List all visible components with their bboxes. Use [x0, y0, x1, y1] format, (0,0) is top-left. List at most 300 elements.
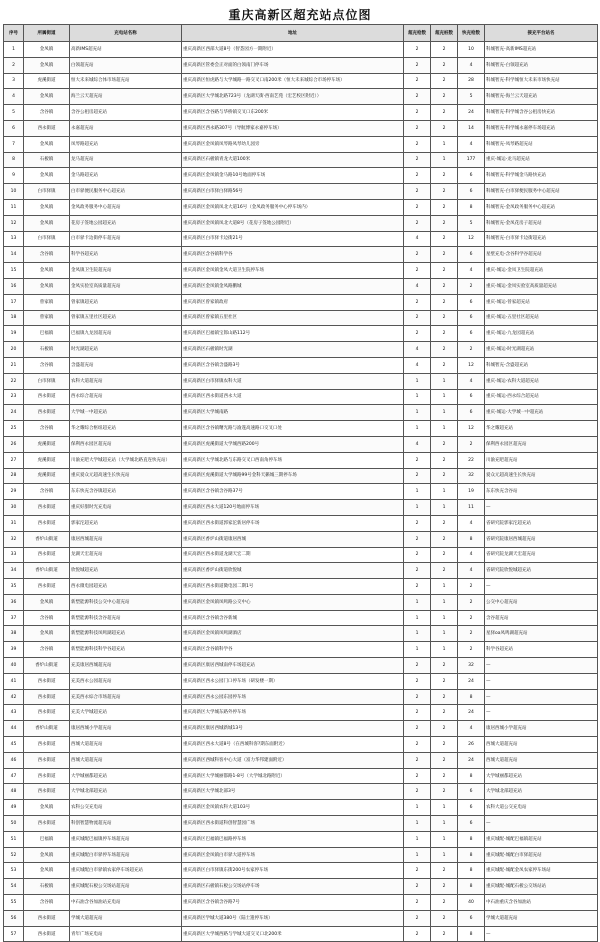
cell-street: 金凤镇 [24, 215, 70, 231]
cell-station-name: 恒大未来城综合体市场超充站 [70, 73, 182, 89]
cell-fast-gun-count: 177 [458, 152, 485, 168]
cell-platform-name: — [485, 658, 598, 674]
cell-address: 重庆高新区曾家镇五里社区 [182, 310, 404, 326]
cell-fast-gun-count: 8 [458, 879, 485, 895]
cell-super-gun-count: 2 [404, 579, 431, 595]
cell-address: 重庆高新区学城大道380号（陆士遗停车场） [182, 910, 404, 926]
cell-street: 西永街道 [24, 673, 70, 689]
cell-street: 石板镇 [24, 879, 70, 895]
cell-platform-name: 重庆-城运-农科大道超充站 [485, 373, 598, 389]
cell-super-pile-count: 2 [431, 184, 458, 200]
cell-super-pile-count: 2 [431, 215, 458, 231]
cell-fast-gun-count: 8 [458, 199, 485, 215]
table-row [4, 73, 598, 89]
cell-station-name: 龙马超充站 [70, 152, 182, 168]
cell-super-gun-count: 2 [404, 658, 431, 674]
cell-street: 金凤镇 [24, 847, 70, 863]
cell-super-pile-count: 1 [431, 626, 458, 642]
cell-super-gun-count: 2 [404, 168, 431, 184]
cell-index: 47 [4, 768, 24, 784]
cell-street: 含谷镇 [24, 895, 70, 911]
cell-platform-name: 星壁充电-含谷科学谷超充站 [485, 247, 598, 263]
cell-super-gun-count: 1 [404, 484, 431, 500]
cell-super-pile-count: 2 [431, 563, 458, 579]
cell-street: 西永街道 [24, 405, 70, 421]
cell-platform-name: 中石油重庆含谷加油站 [485, 895, 598, 911]
cell-platform-name: 西城大道超充站 [485, 752, 598, 768]
cell-fast-gun-count: 8 [458, 531, 485, 547]
cell-super-pile-count: 2 [431, 910, 458, 926]
cell-fast-gun-count: 2 [458, 579, 485, 595]
cell-index: 57 [4, 926, 24, 942]
cell-station-name: 郭家沱超充站 [70, 515, 182, 531]
header-fast-gun-count: 快充枪数 [458, 25, 485, 42]
cell-street: 西永街道 [24, 689, 70, 705]
cell-super-pile-count: 1 [431, 484, 458, 500]
cell-platform-name: 科城智充-科学城含谷公租房快充站 [485, 105, 598, 121]
cell-super-gun-count: 1 [404, 405, 431, 421]
cell-street: 西永街道 [24, 737, 70, 753]
cell-station-name: 大学城丽都超充站 [70, 768, 182, 784]
table-row [4, 231, 598, 247]
table-row [4, 895, 598, 911]
cell-super-pile-count: 2 [431, 168, 458, 184]
cell-platform-name: 学城大道超充站 [485, 910, 598, 926]
header-address: 地址 [182, 25, 404, 42]
cell-platform-name: 公交中心超充站 [485, 594, 598, 610]
cell-address: 重庆高新区白市驿镇东街200号农家停车场 [182, 863, 404, 879]
cell-platform-name: 省研究院欣悦城超充站 [485, 563, 598, 579]
cell-super-gun-count: 2 [404, 926, 431, 942]
table-row [4, 389, 598, 405]
cell-address: 重庆高新区金凤镇金马路10号地面停车场 [182, 168, 404, 184]
cell-super-pile-count: 1 [431, 136, 458, 152]
table-row [4, 247, 598, 263]
cell-super-gun-count: 1 [404, 847, 431, 863]
cell-address: 重庆高新区西永街道郭家沱新居停车场 [182, 515, 404, 531]
cell-platform-name: 重庆-城运-龙马超充站 [485, 152, 598, 168]
cell-super-gun-count: 1 [404, 831, 431, 847]
table-row [4, 831, 598, 847]
cell-fast-gun-count: 8 [458, 831, 485, 847]
cell-index: 40 [4, 658, 24, 674]
cell-street: 含谷镇 [24, 247, 70, 263]
cell-street: 西永街道 [24, 926, 70, 942]
cell-super-pile-count: 2 [431, 452, 458, 468]
cell-address: 重庆高新区虎溪街道大学城路99号金科天籁城三期停车场 [182, 468, 404, 484]
cell-index: 34 [4, 563, 24, 579]
cell-platform-name: 科城智充-高新IMS超充站 [485, 42, 598, 58]
cell-super-pile-count: 2 [431, 247, 458, 263]
cell-station-name: 新塑能源科技凤鸣湖超充站 [70, 626, 182, 642]
cell-platform-name: 大学城北部超充站 [485, 784, 598, 800]
cell-station-name: 重庆好甜时光充电站 [70, 500, 182, 516]
cell-index: 2 [4, 57, 24, 73]
header-index: 序号 [4, 25, 24, 42]
cell-address: 重庆高新区含谷镇含谷新城 [182, 610, 404, 626]
cell-address: 重庆高新区康居西城新城13号 [182, 721, 404, 737]
cell-super-pile-count: 2 [431, 547, 458, 563]
cell-fast-gun-count: 2 [458, 342, 485, 358]
cell-address: 重庆高新区恒虎路与大学城路一路交叉口南200米（恒大未来城综合市场停车场） [182, 73, 404, 89]
cell-station-name: 充美西永綜合市场超充站 [70, 689, 182, 705]
cell-fast-gun-count: 4 [458, 373, 485, 389]
cell-index: 37 [4, 610, 24, 626]
cell-super-gun-count: 2 [404, 563, 431, 579]
cell-fast-gun-count: 6 [458, 310, 485, 326]
cell-platform-name: 保利西永园区超充站 [485, 436, 598, 452]
cell-super-pile-count: 1 [431, 816, 458, 832]
cell-super-pile-count: 2 [431, 89, 458, 105]
cell-super-pile-count: 2 [431, 752, 458, 768]
cell-index: 25 [4, 421, 24, 437]
header-station-name: 充电站名称 [70, 25, 182, 42]
table-row [4, 468, 598, 484]
cell-fast-gun-count: 14 [458, 120, 485, 136]
cell-fast-gun-count: 4 [458, 136, 485, 152]
table-row [4, 326, 598, 342]
cell-super-gun-count: 1 [404, 500, 431, 516]
cell-street: 虎溪街道 [24, 436, 70, 452]
cell-station-name: 西城大道超充站 [70, 752, 182, 768]
cell-address: 重庆高新区含谷镇科学谷 [182, 247, 404, 263]
cell-address: 重庆高新区西城科客中心大道（富力华邦建面附近） [182, 752, 404, 768]
cell-address: 重庆高新区白市驿白驿路56号 [182, 184, 404, 200]
cell-station-name: 欣悦城超充站 [70, 563, 182, 579]
cell-street: 金凤镇 [24, 136, 70, 152]
cell-platform-name: 科城智充-白领超充站 [485, 57, 598, 73]
table-row [4, 531, 598, 547]
cell-index: 32 [4, 531, 24, 547]
cell-index: 43 [4, 705, 24, 721]
cell-address: 重庆高新区金凤镇凤琴路凤琴幼儿园旁 [182, 136, 404, 152]
cell-super-pile-count: 1 [431, 642, 458, 658]
cell-super-pile-count: 2 [431, 310, 458, 326]
cell-address: 重庆高新区金凤镇白市驿大道停车场 [182, 847, 404, 863]
cell-address: 重庆高新区含谷镇含盛路3号 [182, 357, 404, 373]
table-row [4, 816, 598, 832]
table-row [4, 705, 598, 721]
cell-platform-name: 含谷超充站 [485, 610, 598, 626]
cell-platform-name: 科城智充-科学城永嘉停车场超充站 [485, 120, 598, 136]
cell-station-name: 农科公交充电站 [70, 800, 182, 816]
cell-super-pile-count: 1 [431, 610, 458, 626]
cell-street: 西永街道 [24, 705, 70, 721]
cell-index: 17 [4, 294, 24, 310]
cell-super-gun-count: 1 [404, 594, 431, 610]
cell-fast-gun-count: 4 [458, 563, 485, 579]
cell-street: 白市驿镇 [24, 231, 70, 247]
cell-index: 4 [4, 89, 24, 105]
cell-super-gun-count: 1 [404, 626, 431, 642]
cell-platform-name: 科城智充-含盛超充站 [485, 357, 598, 373]
cell-super-gun-count: 2 [404, 215, 431, 231]
cell-station-name: 含谷公租房超充站 [70, 105, 182, 121]
cell-address: 重庆高新区石板镇石板公交场站停车场 [182, 879, 404, 895]
cell-street: 金凤镇 [24, 199, 70, 215]
cell-index: 3 [4, 73, 24, 89]
cell-fast-gun-count: 2 [458, 642, 485, 658]
cell-super-gun-count: 2 [404, 326, 431, 342]
table-row [4, 768, 598, 784]
cell-fast-gun-count: 5 [458, 89, 485, 105]
cell-fast-gun-count: 6 [458, 184, 485, 200]
cell-index: 48 [4, 784, 24, 800]
table-row [4, 910, 598, 926]
charging-station-table [3, 24, 598, 942]
cell-fast-gun-count: 5 [458, 215, 485, 231]
cell-super-pile-count: 2 [431, 737, 458, 753]
cell-super-gun-count: 2 [404, 120, 431, 136]
cell-platform-name: — [485, 926, 598, 942]
cell-street: 西永街道 [24, 500, 70, 516]
cell-super-gun-count: 2 [404, 199, 431, 215]
cell-address: 重庆高新区香炉山街道欣悦城 [182, 563, 404, 579]
cell-station-name: 康居西城小学超充站 [70, 721, 182, 737]
cell-index: 28 [4, 468, 24, 484]
cell-fast-gun-count: 6 [458, 326, 485, 342]
cell-super-gun-count: 1 [404, 610, 431, 626]
cell-super-pile-count: 2 [431, 42, 458, 58]
cell-super-gun-count: 4 [404, 436, 431, 452]
cell-super-gun-count: 2 [404, 673, 431, 689]
cell-street: 西永街道 [24, 120, 70, 136]
cell-street: 金凤镇 [24, 800, 70, 816]
cell-platform-name: 爱众元超高速生长快充站 [485, 468, 598, 484]
cell-super-pile-count: 1 [431, 389, 458, 405]
cell-station-name: 川渝充吧大学城超充站（大学城北路直连快充站） [70, 452, 182, 468]
cell-super-gun-count: 2 [404, 768, 431, 784]
cell-fast-gun-count: 10 [458, 42, 485, 58]
cell-station-name: 农科大道超充站 [70, 373, 182, 389]
cell-super-gun-count: 2 [404, 294, 431, 310]
table-row [4, 721, 598, 737]
table-row [4, 436, 598, 452]
table-row [4, 547, 598, 563]
cell-platform-name: — [485, 579, 598, 595]
table-row [4, 784, 598, 800]
cell-platform-name: 科城智充-白市驿卡边街超充站 [485, 231, 598, 247]
cell-street: 石板镇 [24, 342, 70, 358]
cell-index: 26 [4, 436, 24, 452]
cell-index: 11 [4, 199, 24, 215]
cell-super-pile-count: 1 [431, 500, 458, 516]
cell-super-pile-count: 2 [431, 342, 458, 358]
cell-super-pile-count: 2 [431, 199, 458, 215]
cell-street: 西永街道 [24, 752, 70, 768]
table-row [4, 421, 598, 437]
cell-platform-name: 重庆-城运-金凤卫生院超充站 [485, 263, 598, 279]
cell-street: 白市驿镇 [24, 184, 70, 200]
table-row [4, 294, 598, 310]
cell-street: 曾家镇 [24, 310, 70, 326]
table-row [4, 105, 598, 121]
cell-address: 重庆高新区西永街道龙湖天宏二期 [182, 547, 404, 563]
cell-fast-gun-count: 24 [458, 105, 485, 121]
cell-platform-name: 科城智充-科学城恒大未来市场快充站 [485, 73, 598, 89]
cell-station-name: 凤琴路超充站 [70, 136, 182, 152]
cell-fast-gun-count: 2 [458, 278, 485, 294]
cell-station-name: 新塑能源科技含谷超充站 [70, 610, 182, 626]
cell-super-pile-count: 2 [431, 105, 458, 121]
cell-super-pile-count: 1 [431, 421, 458, 437]
cell-street: 虎溪街道 [24, 452, 70, 468]
cell-platform-name: — [485, 705, 598, 721]
cell-index: 44 [4, 721, 24, 737]
cell-super-gun-count: 1 [404, 800, 431, 816]
cell-street: 西永街道 [24, 784, 70, 800]
cell-address: 重庆高新区大学城东路外停车场 [182, 705, 404, 721]
cell-super-gun-count: 2 [404, 531, 431, 547]
cell-station-name: 重庆爱众元超高速生长快充站 [70, 468, 182, 484]
cell-index: 42 [4, 689, 24, 705]
cell-station-name: 科创智慧物流超充站 [70, 816, 182, 832]
header-platform-name: 接充平台站名 [485, 25, 598, 42]
cell-super-gun-count: 2 [404, 136, 431, 152]
cell-station-name: 白领超充站 [70, 57, 182, 73]
cell-address: 重庆高新区康居西城南停车场超充站 [182, 658, 404, 674]
cell-platform-name: 科城智充-金凤花房子超充站 [485, 215, 598, 231]
cell-index: 12 [4, 215, 24, 231]
cell-super-pile-count: 2 [431, 436, 458, 452]
cell-index: 10 [4, 184, 24, 200]
cell-address: 重庆高新区金凤镇凤北大道16号（金凤政务服务中心停车场内） [182, 199, 404, 215]
cell-platform-name: 重庆-城运-九龙园超充站 [485, 326, 598, 342]
cell-station-name: 康居西城超充站 [70, 531, 182, 547]
cell-super-pile-count: 2 [431, 515, 458, 531]
cell-station-name: 西城大道超充站 [70, 737, 182, 753]
cell-platform-name: — [485, 689, 598, 705]
cell-super-gun-count: 2 [404, 468, 431, 484]
cell-super-pile-count: 1 [431, 152, 458, 168]
cell-fast-gun-count: 2 [458, 594, 485, 610]
cell-super-gun-count: 1 [404, 389, 431, 405]
cell-super-pile-count: 2 [431, 73, 458, 89]
cell-super-gun-count: 2 [404, 42, 431, 58]
cell-super-pile-count: 2 [431, 784, 458, 800]
table-row [4, 278, 598, 294]
cell-address: 重庆高新区曾家镇政府 [182, 294, 404, 310]
cell-fast-gun-count: 4 [458, 57, 485, 73]
cell-index: 27 [4, 452, 24, 468]
cell-fast-gun-count: 4 [458, 515, 485, 531]
cell-address: 重庆高新区西部大道8号（智荟园方一期附近） [182, 42, 404, 58]
cell-street: 西永街道 [24, 816, 70, 832]
cell-super-pile-count: 2 [431, 231, 458, 247]
table-row [4, 405, 598, 421]
cell-fast-gun-count: 24 [458, 752, 485, 768]
cell-super-gun-count: 4 [404, 357, 431, 373]
cell-station-name: 充美大学城超充站 [70, 705, 182, 721]
cell-address: 重庆高新区白市驿镇农科大道 [182, 373, 404, 389]
cell-super-gun-count: 4 [404, 231, 431, 247]
cell-super-gun-count: 2 [404, 152, 431, 168]
cell-index: 56 [4, 910, 24, 926]
cell-street: 西永街道 [24, 768, 70, 784]
cell-station-name: 华之耀综合枢纽超充站 [70, 421, 182, 437]
table-row [4, 610, 598, 626]
cell-super-pile-count: 2 [431, 863, 458, 879]
table-row [4, 263, 598, 279]
table-row [4, 563, 598, 579]
cell-super-pile-count: 2 [431, 768, 458, 784]
table-row [4, 658, 598, 674]
cell-super-gun-count: 2 [404, 247, 431, 263]
cell-fast-gun-count: 32 [458, 468, 485, 484]
cell-station-name: 金凤政务服务中心超充站 [70, 199, 182, 215]
cell-address: 重庆高新区大学城北路723号（龙湖天街·西南艺苑（宏艺校区附近）） [182, 89, 404, 105]
cell-street: 香炉山街道 [24, 721, 70, 737]
cell-index: 7 [4, 136, 24, 152]
cell-address: 重庆高新区含谷镇含谷路7号 [182, 895, 404, 911]
cell-super-pile-count: 2 [431, 895, 458, 911]
table-header-row [4, 25, 598, 42]
cell-super-gun-count: 2 [404, 910, 431, 926]
cell-platform-name: 重庆-城运-曾家超充站 [485, 294, 598, 310]
cell-fast-gun-count: 4 [458, 547, 485, 563]
cell-super-pile-count: 1 [431, 800, 458, 816]
cell-station-name: 科学谷超充站 [70, 247, 182, 263]
cell-super-gun-count: 2 [404, 689, 431, 705]
cell-platform-name: 重庆-城运-金凤实验室高质量超充站 [485, 278, 598, 294]
cell-fast-gun-count: 4 [458, 721, 485, 737]
table-row [4, 168, 598, 184]
table-row [4, 215, 598, 231]
cell-super-gun-count: 2 [404, 89, 431, 105]
cell-station-name: 时光湖超充站 [70, 342, 182, 358]
cell-super-pile-count: 2 [431, 326, 458, 342]
cell-platform-name: 华之耀超充站 [485, 421, 598, 437]
cell-station-name: 西永综合超充站 [70, 389, 182, 405]
cell-street: 巴福镇 [24, 831, 70, 847]
cell-street: 金凤镇 [24, 263, 70, 279]
cell-super-gun-count: 2 [404, 721, 431, 737]
cell-super-gun-count: 2 [404, 705, 431, 721]
table-row [4, 199, 598, 215]
cell-fast-gun-count: 12 [458, 357, 485, 373]
cell-super-gun-count: 2 [404, 57, 431, 73]
cell-station-name: 花房子签地公园超充站 [70, 215, 182, 231]
cell-station-name: 白市驿卡边街停车超充站 [70, 231, 182, 247]
header-super-gun-count: 超充枪数 [404, 25, 431, 42]
cell-fast-gun-count: 6 [458, 247, 485, 263]
cell-super-gun-count: 1 [404, 421, 431, 437]
cell-fast-gun-count: 4 [458, 263, 485, 279]
cell-fast-gun-count: 6 [458, 168, 485, 184]
cell-super-gun-count: 2 [404, 452, 431, 468]
cell-platform-name: 川渝充吧超充站 [485, 452, 598, 468]
cell-fast-gun-count: 40 [458, 895, 485, 911]
cell-index: 39 [4, 642, 24, 658]
cell-street: 金凤镇 [24, 42, 70, 58]
cell-super-pile-count: 2 [431, 468, 458, 484]
cell-address: 重庆高新区含谷路与华桥镇交叉口东200米 [182, 105, 404, 121]
cell-index: 13 [4, 231, 24, 247]
cell-platform-name: — [485, 673, 598, 689]
cell-super-pile-count: 2 [431, 689, 458, 705]
table-row [4, 357, 598, 373]
table-row [4, 500, 598, 516]
cell-platform-name: 大学城丽都超充站 [485, 768, 598, 784]
cell-platform-name: 星驿oa凤鸣湖超充站 [485, 626, 598, 642]
cell-platform-name: 省研究院康居西城超充站 [485, 531, 598, 547]
cell-address: 重庆高新区金凤镇金凤大道卫生院停车场 [182, 263, 404, 279]
table-row [4, 152, 598, 168]
cell-address: 重庆高新区西永大道8号（在西城科客?期东面附近） [182, 737, 404, 753]
cell-address: 重庆高新区含谷镇科学谷 [182, 642, 404, 658]
cell-fast-gun-count: 26 [458, 737, 485, 753]
cell-station-name: 重庆城配石板公交场站超充站 [70, 879, 182, 895]
